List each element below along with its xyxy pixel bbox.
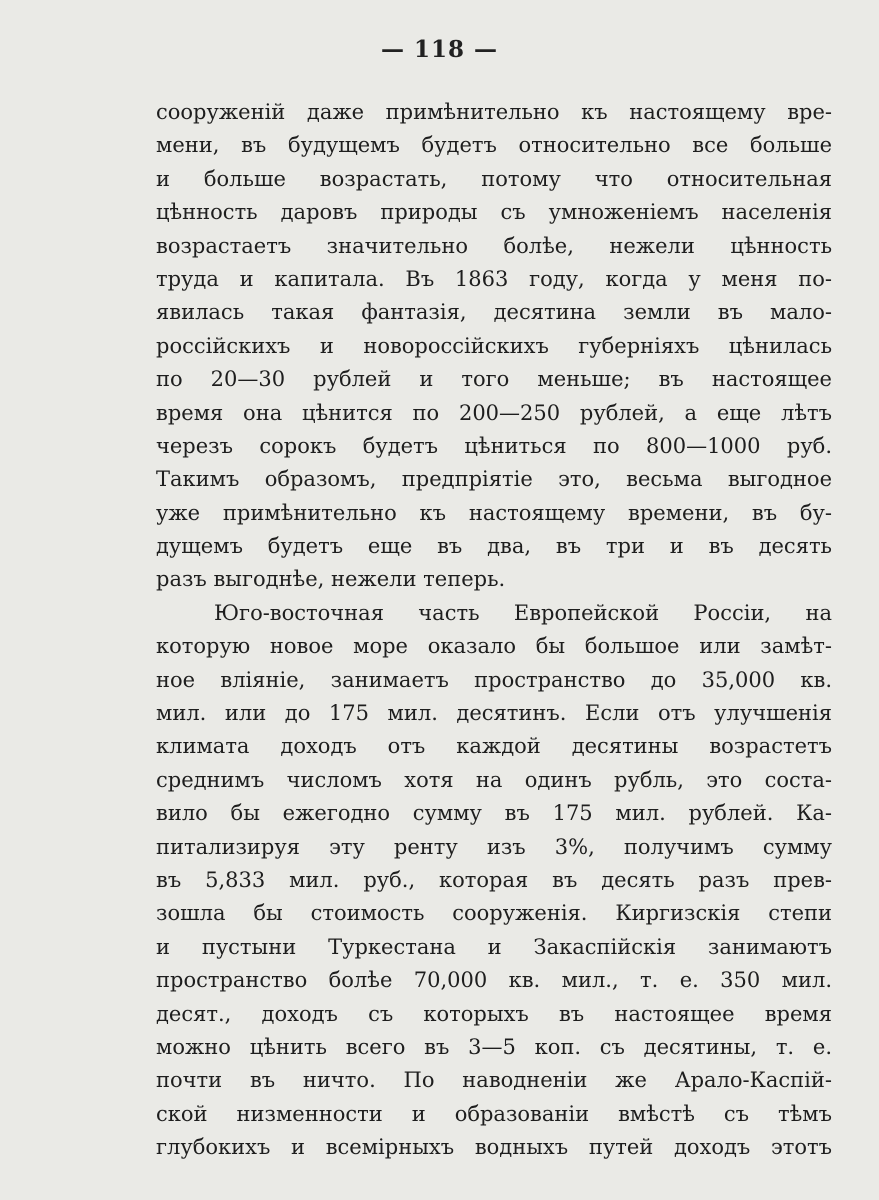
text-line: разъ выгоднѣе, нежели теперь. xyxy=(156,567,506,592)
text-line: климата доходъ отъ каждой десятины возрастетъ xyxy=(156,734,832,759)
paragraph-1 xyxy=(156,96,832,597)
text-line: въ 5,833 мил. руб., которая въ десять разъ прев- xyxy=(156,867,832,892)
text-line: пространство болѣе 70,000 кв. мил., т. е. 350 мил. xyxy=(156,968,832,993)
text-line: десят., доходъ съ которыхъ въ настоящее время xyxy=(156,1001,832,1026)
page-number: — 118 — xyxy=(380,36,499,63)
text-line: Юго-восточная часть Европейской Россіи, на xyxy=(214,600,832,625)
text-line: россійскихъ и новороссійскихъ губерніяхъ цѣнилась xyxy=(156,333,832,358)
text-line: вило бы ежегодно сумму въ 175 мил. рублей. Ка- xyxy=(156,801,832,826)
text-line: сооруженій даже примѣнительно къ настоящему вре- xyxy=(156,100,832,124)
text-line: среднимъ числомъ хотя на одинъ рубль, это соста- xyxy=(156,767,832,792)
text-line: почти въ ничто. По наводненіи же Арало-Каспій- xyxy=(156,1068,832,1093)
text-line: глубокихъ и всемірныхъ водныхъ путей доходъ этотъ xyxy=(156,1135,832,1160)
text-line: по 20—30 рублей и того меньше; въ настоящее xyxy=(156,367,832,392)
page-body xyxy=(156,96,832,1165)
text-line: дущемъ будетъ еще въ два, въ три и въ десять xyxy=(156,534,832,559)
paragraph-2 xyxy=(156,597,832,1165)
text-line: мил. или до 175 мил. десятинъ. Если отъ улучшенія xyxy=(156,701,832,726)
text-line: время она цѣнится по 200—250 рублей, а еще лѣтъ xyxy=(156,400,832,425)
text-line: ное вліяніе, занимаетъ пространство до 35,000 кв. xyxy=(156,667,832,692)
text-line: зошла бы стоимость сооруженія. Киргизскія степи xyxy=(156,901,832,926)
text-line: труда и капитала. Въ 1863 году, когда у меня по- xyxy=(156,266,832,291)
text-line: питализируя эту ренту изъ 3%, получимъ сумму xyxy=(156,834,832,859)
text-line: черезъ сорокъ будетъ цѣниться по 800—1000 руб. xyxy=(156,433,832,458)
text-line: можно цѣнить всего въ 3—5 коп. съ десятины, т. е. xyxy=(156,1034,832,1059)
text-line: мени, въ будущемъ будетъ относительно все больше xyxy=(156,133,832,158)
text-line: цѣнность даровъ природы съ умноженіемъ населенія xyxy=(156,200,832,225)
text-line: и больше возрастать, потому что относительная xyxy=(156,166,832,191)
text-line: которую новое море оказало бы большое или замѣт- xyxy=(156,634,832,659)
text-line: уже примѣнительно къ настоящему времени, въ бу- xyxy=(156,500,832,525)
text-line: Такимъ образомъ, предпріятіе это, весьма выгодное xyxy=(156,467,832,492)
text-line: явилась такая фантазія, десятина земли въ мало- xyxy=(156,300,832,325)
text-line: ской низменности и образованіи вмѣстѣ съ тѣмъ xyxy=(156,1101,832,1126)
text-line: возрастаетъ значительно болѣе, нежели цѣнность xyxy=(156,233,832,258)
text-line: и пустыни Туркестана и Закаспійскія занимаютъ xyxy=(156,934,832,959)
